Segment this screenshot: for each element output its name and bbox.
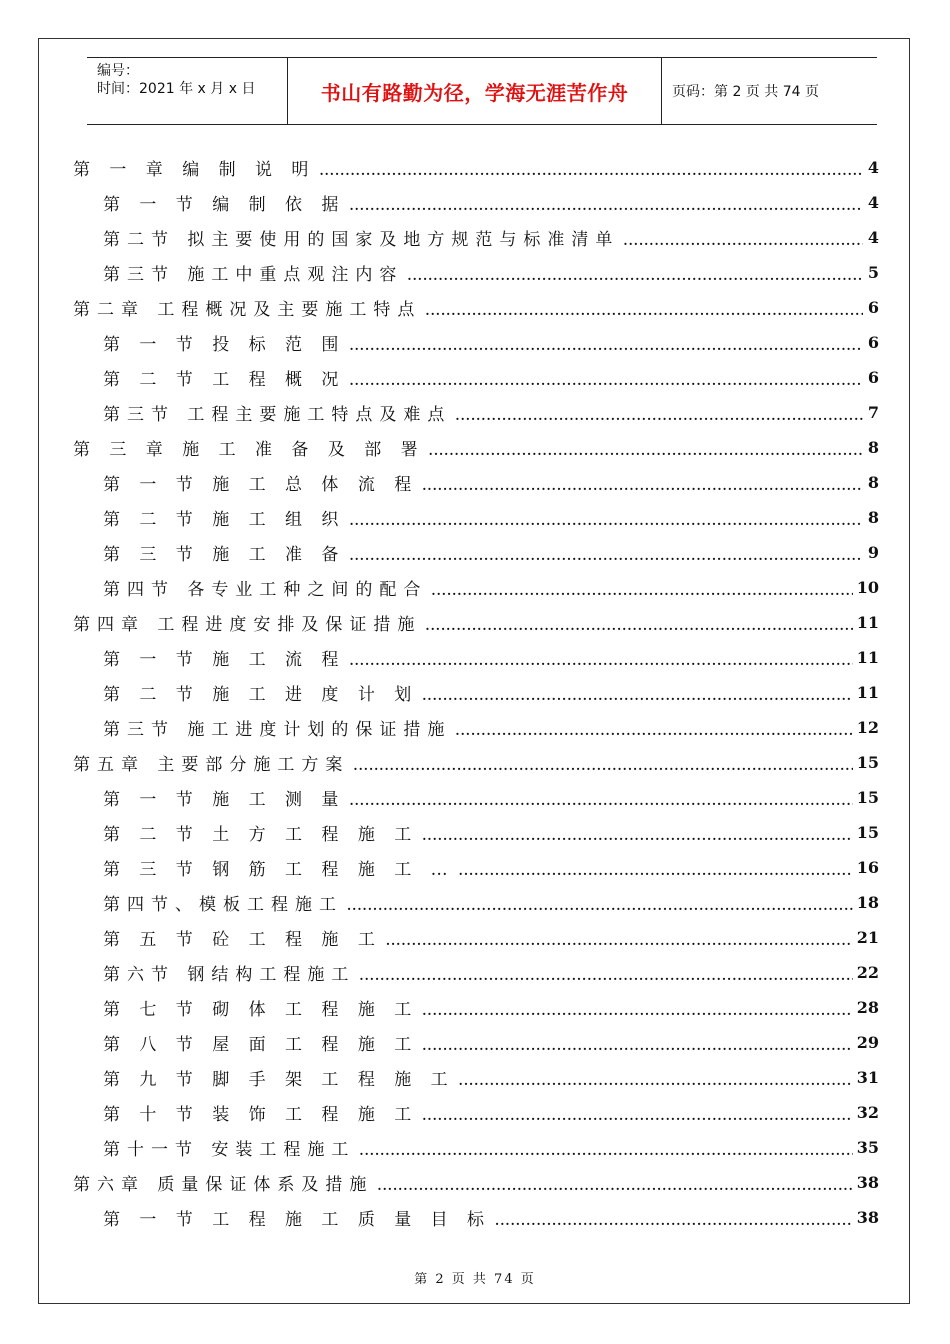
toc-entry[interactable] bbox=[73, 150, 879, 185]
dot-leader bbox=[349, 654, 852, 668]
toc-entry-page: 11 bbox=[856, 648, 879, 667]
toc-entry-page: 6 bbox=[867, 333, 879, 352]
toc-entry-title: 第 七 节 砌 体 工 程 施 工 bbox=[103, 1000, 419, 1020]
dot-leader bbox=[422, 689, 853, 703]
toc-entry[interactable] bbox=[73, 1165, 879, 1200]
toc-entry[interactable] bbox=[73, 185, 879, 220]
toc-entry[interactable] bbox=[73, 605, 879, 640]
page-footer: 第 2 页 共 74 页 bbox=[414, 1272, 536, 1287]
dot-leader bbox=[623, 234, 863, 248]
toc-entry-page: 21 bbox=[856, 928, 879, 947]
dot-leader bbox=[422, 1109, 853, 1123]
toc-entry[interactable] bbox=[73, 885, 879, 920]
dot-leader bbox=[459, 1074, 853, 1088]
toc-entry[interactable] bbox=[73, 850, 879, 885]
dot-leader bbox=[422, 1039, 853, 1053]
dot-leader bbox=[425, 619, 852, 633]
toc-entry-page: 29 bbox=[856, 1033, 879, 1052]
toc-entry-page: 6 bbox=[867, 368, 879, 387]
dot-leader bbox=[407, 269, 863, 283]
toc-entry-page: 35 bbox=[856, 1138, 879, 1157]
toc-entry-page: 4 bbox=[867, 228, 879, 247]
dot-leader bbox=[349, 514, 863, 528]
toc-entry[interactable] bbox=[73, 920, 879, 955]
toc-entry[interactable] bbox=[73, 290, 879, 325]
toc-entry[interactable] bbox=[73, 535, 879, 570]
toc-entry-page: 15 bbox=[856, 823, 879, 842]
dot-leader bbox=[359, 969, 852, 983]
dot-leader bbox=[349, 339, 863, 353]
dot-leader bbox=[349, 374, 863, 388]
toc-entry-title: 第 三 节 钢 筋 工 程 施 工 … bbox=[103, 860, 455, 880]
number-label: 编号： bbox=[97, 63, 139, 79]
toc-entry-title: 第 三 节 施 工 准 备 bbox=[103, 545, 346, 565]
dot-leader bbox=[359, 1144, 852, 1158]
toc-entry-page: 7 bbox=[867, 403, 879, 422]
dot-leader bbox=[422, 1004, 853, 1018]
toc-entry-page: 9 bbox=[867, 543, 879, 562]
dot-leader bbox=[455, 409, 863, 423]
toc-entry[interactable] bbox=[73, 955, 879, 990]
dot-leader bbox=[349, 794, 852, 808]
toc-entry[interactable] bbox=[73, 640, 879, 675]
toc-entry[interactable] bbox=[73, 325, 879, 360]
dot-leader bbox=[386, 934, 853, 948]
toc-entry-page: 38 bbox=[856, 1208, 879, 1227]
toc-entry[interactable] bbox=[73, 1095, 879, 1130]
toc-entry-title: 第 一 节 施 工 流 程 bbox=[103, 650, 346, 670]
toc-entry[interactable] bbox=[73, 255, 879, 290]
toc-entry-page: 28 bbox=[856, 998, 879, 1017]
toc-entry-page: 12 bbox=[856, 718, 879, 737]
toc-entry-title: 第 十 节 装 饰 工 程 施 工 bbox=[103, 1105, 419, 1125]
toc-entry-page: 6 bbox=[867, 298, 879, 317]
toc-entry-title: 第 三 章 施 工 准 备 及 部 署 bbox=[73, 440, 425, 460]
toc-entry-title: 第三节 施工中重点观注内容 bbox=[103, 265, 404, 285]
toc-entry-page: 4 bbox=[867, 193, 879, 212]
toc-entry[interactable] bbox=[73, 570, 879, 605]
toc-entry-page: 8 bbox=[867, 473, 879, 492]
toc-entry-page: 31 bbox=[856, 1068, 879, 1087]
table-of-contents bbox=[73, 150, 879, 1235]
toc-entry-page: 32 bbox=[856, 1103, 879, 1122]
toc-entry-page: 4 bbox=[867, 158, 879, 177]
toc-entry[interactable] bbox=[73, 1200, 879, 1235]
toc-entry[interactable] bbox=[73, 1130, 879, 1165]
toc-entry-title: 第十一节 安装工程施工 bbox=[103, 1140, 356, 1160]
toc-entry-title: 第 二 节 施 工 进 度 计 划 bbox=[103, 685, 419, 705]
dot-leader bbox=[459, 864, 853, 878]
header-page-info: 页码：第 2 页 共 74 页 bbox=[672, 84, 819, 100]
dot-leader bbox=[431, 584, 852, 598]
toc-entry[interactable] bbox=[73, 1060, 879, 1095]
dot-leader bbox=[422, 479, 863, 493]
toc-entry-page: 5 bbox=[867, 263, 879, 282]
toc-entry[interactable] bbox=[73, 675, 879, 710]
toc-entry-title: 第 八 节 屋 面 工 程 施 工 bbox=[103, 1035, 419, 1055]
dot-leader bbox=[429, 444, 863, 458]
toc-entry-page: 11 bbox=[856, 683, 879, 702]
toc-entry-title: 第 一 节 投 标 范 围 bbox=[103, 335, 346, 355]
header-motto: 书山有路勤为径，学海无涯苦作舟 bbox=[288, 58, 662, 124]
toc-entry[interactable] bbox=[73, 220, 879, 255]
toc-entry-title: 第二章 工程概况及主要施工特点 bbox=[73, 300, 422, 320]
toc-entry-page: 15 bbox=[856, 788, 879, 807]
toc-entry[interactable] bbox=[73, 815, 879, 850]
toc-entry-title: 第 一 节 施 工 总 体 流 程 bbox=[103, 475, 419, 495]
header-meta bbox=[87, 58, 288, 124]
toc-entry-page: 38 bbox=[856, 1173, 879, 1192]
toc-entry-title: 第 一 章 编 制 说 明 bbox=[73, 160, 316, 180]
dot-leader bbox=[347, 899, 853, 913]
dot-leader bbox=[455, 724, 852, 738]
toc-entry-title: 第 一 节 编 制 依 据 bbox=[103, 195, 346, 215]
dot-leader bbox=[425, 304, 863, 318]
toc-entry[interactable] bbox=[73, 710, 879, 745]
dot-leader bbox=[349, 199, 863, 213]
dot-leader bbox=[377, 1179, 852, 1193]
page-header bbox=[87, 57, 877, 125]
toc-entry[interactable] bbox=[73, 745, 879, 780]
toc-entry-title: 第五章 主要部分施工方案 bbox=[73, 755, 350, 775]
toc-entry-title: 第四节、模板工程施工 bbox=[103, 895, 343, 915]
toc-entry-page: 22 bbox=[856, 963, 879, 982]
toc-entry-page: 10 bbox=[856, 578, 879, 597]
toc-entry[interactable] bbox=[73, 780, 879, 815]
toc-entry[interactable] bbox=[73, 990, 879, 1025]
dot-leader bbox=[353, 759, 852, 773]
toc-entry[interactable] bbox=[73, 465, 879, 500]
toc-entry[interactable] bbox=[73, 395, 879, 430]
dot-leader bbox=[319, 164, 863, 178]
toc-entry-title: 第六节 钢结构工程施工 bbox=[103, 965, 356, 985]
toc-entry[interactable] bbox=[73, 430, 879, 465]
time-label: 时间：2021 年 x 月 x 日 bbox=[97, 81, 256, 97]
toc-entry-title: 第四章 工程进度安排及保证措施 bbox=[73, 615, 422, 635]
toc-entry-title: 第二节 拟主要使用的国家及地方规范与标准清单 bbox=[103, 230, 620, 250]
toc-entry-title: 第 九 节 脚 手 架 工 程 施 工 bbox=[103, 1070, 455, 1090]
toc-entry-title: 第 一 节 工 程 施 工 质 量 目 标 bbox=[103, 1210, 492, 1230]
toc-entry-page: 8 bbox=[867, 438, 879, 457]
toc-entry-title: 第四节 各专业工种之间的配合 bbox=[103, 580, 428, 600]
toc-entry-title: 第三节 施工进度计划的保证措施 bbox=[103, 720, 452, 740]
toc-entry-title: 第 二 节 施 工 组 织 bbox=[103, 510, 346, 530]
toc-entry-page: 18 bbox=[856, 893, 879, 912]
toc-entry-page: 16 bbox=[856, 858, 879, 877]
dot-leader bbox=[349, 549, 863, 563]
toc-entry[interactable] bbox=[73, 360, 879, 395]
toc-entry-title: 第 二 节 工 程 概 况 bbox=[103, 370, 346, 390]
toc-entry[interactable] bbox=[73, 1025, 879, 1060]
dot-leader bbox=[495, 1214, 853, 1228]
toc-entry-page: 8 bbox=[867, 508, 879, 527]
toc-entry-title: 第 二 节 土 方 工 程 施 工 bbox=[103, 825, 419, 845]
toc-entry-page: 11 bbox=[856, 613, 879, 632]
toc-entry-title: 第三节 工程主要施工特点及难点 bbox=[103, 405, 452, 425]
toc-entry-title: 第六章 质量保证体系及措施 bbox=[73, 1175, 374, 1195]
toc-entry-title: 第 五 节 砼 工 程 施 工 bbox=[103, 930, 382, 950]
dot-leader bbox=[422, 829, 853, 843]
toc-entry-page: 15 bbox=[856, 753, 879, 772]
toc-entry-title: 第 一 节 施 工 测 量 bbox=[103, 790, 346, 810]
toc-entry[interactable] bbox=[73, 500, 879, 535]
